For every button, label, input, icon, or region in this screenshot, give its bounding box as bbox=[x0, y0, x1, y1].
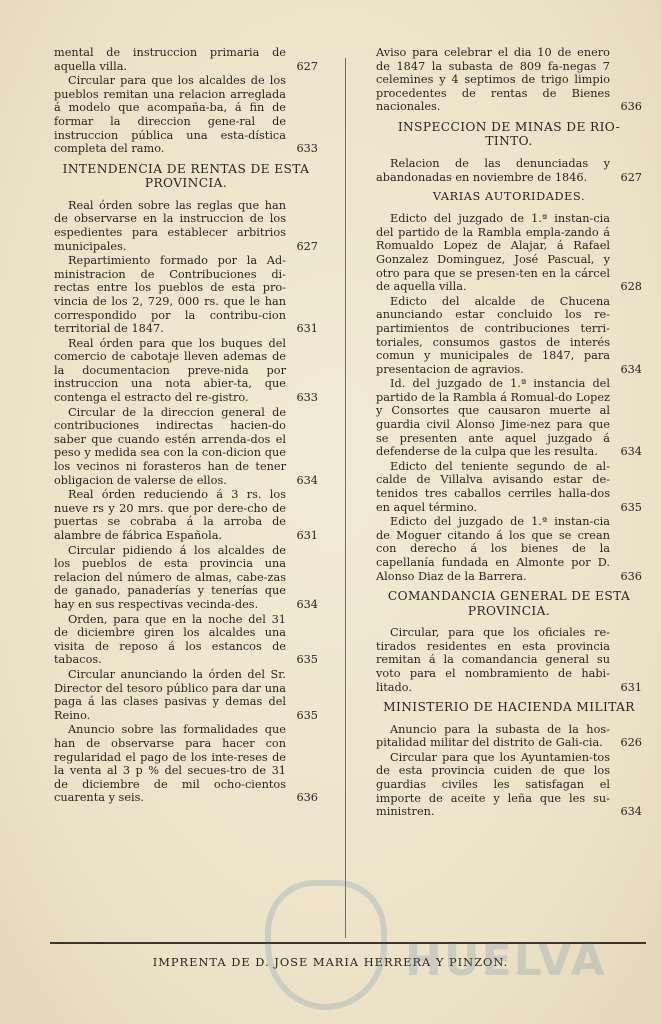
entry-text: Aviso para celebrar el dia 10 de enero de 1847 la subasta de 809 fa-negas 7 celemines y 4 septimos de trigo limpio procedentes de rentas de Bienes nacionales. bbox=[376, 46, 610, 114]
page-number: 634 bbox=[296, 473, 318, 487]
entry-text: Circular anunciando la órden del Sr. Director del tesoro público para dar una paga á las clases pasivas y demas del Reino. bbox=[54, 667, 286, 722]
page-number: 631 bbox=[296, 322, 318, 336]
watermark-text: HUELVA bbox=[405, 935, 607, 986]
index-entry bbox=[54, 488, 318, 542]
entry-text: Real órden sobre las reglas que han de observarse en la instruccion de los espedientes para establecer arbitrios municipales. bbox=[54, 198, 286, 253]
entry-text: Edicto del alcalde de Chucena anunciando estar concluido los re-partimientos de contribuciones terri-toriales, consumos gastos de interés comun y municipales de 1847, para presentacion de agravios. bbox=[376, 294, 610, 376]
index-entry bbox=[54, 74, 318, 156]
page-number: 631 bbox=[296, 529, 318, 542]
page-number: 627 bbox=[296, 59, 318, 73]
index-entry bbox=[376, 212, 642, 294]
index-entry bbox=[54, 668, 318, 722]
index-entry bbox=[54, 337, 318, 405]
page-number: 634 bbox=[620, 445, 642, 459]
left-column bbox=[54, 46, 318, 806]
index-entry bbox=[376, 515, 642, 583]
index-entry bbox=[54, 544, 318, 612]
entry-text: Id. del juzgado de 1.ª instancia del partido de la Rambla á Romual-do Lopez y Consortes que causaron muerte al guardia civil Alonso Jime-nez para que se presenten ante aquel juzgado á defenderse de la culpa que les resulta. bbox=[376, 377, 610, 459]
index-entry bbox=[54, 613, 318, 667]
entry-text: Edicto del juzgado de 1.ª instan-cia del partido de la Rambla empla-zando á Romualdo Lopez de Alajar, á Rafael Gonzalez Dominguez, José Pascual, y otro para que se presen-ten en la cárcel de aquella villa. bbox=[376, 212, 610, 294]
page-number: 628 bbox=[620, 280, 642, 294]
entry-text: Relacion de las denunciadas y abandonadas en noviembre de 1846. bbox=[376, 156, 610, 184]
entry-text: Orden, para que en la noche del 31 de diciembre giren los alcaldes una visita de reposo á los estancos de tabacos. bbox=[54, 612, 286, 667]
page-number: 633 bbox=[296, 142, 318, 156]
page-number: 635 bbox=[296, 708, 318, 722]
entry-text: Circular pidiendo á los alcaldes de los pueblos de esta provincia una relacion del número de almas, cabe-zas de ganado, panaderías y tenerías que hay en sus respectivas vecinda-des. bbox=[54, 543, 286, 611]
page-number: 626 bbox=[620, 736, 642, 750]
entry-text: Circular para que los alcaldes de los pueblos remitan una relacion arreglada á modelo que acompaña-ba, á fin de formar la direccion gene-ral de instruccion pública una esta-dística completa del ramo. bbox=[54, 74, 286, 156]
index-entry bbox=[376, 626, 642, 694]
entry-text: Circular, para que los oficiales re-tirados residentes en esta provincia remitan á la comandancia general su voto para el nombramiento de habi-litado. bbox=[376, 626, 610, 694]
page-number: 633 bbox=[296, 391, 318, 405]
library-watermark-stamp bbox=[255, 880, 607, 1000]
index-entry bbox=[376, 723, 642, 750]
page-number: 636 bbox=[620, 569, 642, 583]
index-entry bbox=[376, 377, 642, 459]
printer-imprint: IMPRENTA DE D. JOSE MARIA HERRERA Y PINZON. bbox=[152, 955, 509, 969]
page-number: 636 bbox=[620, 100, 642, 114]
page-number: 627 bbox=[296, 239, 318, 253]
section-heading: VARIAS AUTORIDADES. bbox=[432, 190, 586, 204]
entry-text: mental de instruccion primaria de aquella villa. bbox=[54, 46, 286, 73]
entry-text: Anuncio para la subasta de la hos-pitalidad militar del distrito de Gali-cia. bbox=[376, 722, 610, 750]
index-entry bbox=[54, 406, 318, 488]
entry-text: Anuncio sobre las formalidades que han de observarse para hacer con regularidad el pago de los inte-reses de la venta al 3 p % del secues-tro de 31 de diciembre de mil ocho-cientos cuarenta y seis. bbox=[54, 723, 286, 805]
index-entry bbox=[54, 199, 318, 253]
bottom-rule bbox=[50, 942, 646, 944]
section-heading: COMANDANCIA GENERAL DE ESTA PROVINCIA. bbox=[387, 589, 631, 618]
index-entry bbox=[54, 254, 318, 336]
index-entry bbox=[376, 157, 642, 184]
entry-text: Edicto del teniente segundo de al-calde de Villalva avisando estar de-tenidos tres caballos cerriles halla-dos en aquel término. bbox=[376, 459, 610, 514]
entry-text: Real órden para que los buques del comercio de cabotaje lleven ademas de la documentacion preve-nida por instruccion una nota abier-ta, que contenga el estracto del re-gistro. bbox=[54, 336, 286, 405]
page-number: 634 bbox=[620, 362, 642, 376]
index-entry bbox=[376, 751, 642, 819]
section-heading: INTENDENCIA DE RENTAS DE ESTA PROVINCIA. bbox=[62, 161, 310, 191]
index-entry bbox=[376, 460, 642, 514]
page-number: 634 bbox=[296, 597, 318, 611]
page-number: 627 bbox=[620, 170, 642, 184]
page-number: 631 bbox=[620, 680, 642, 694]
entry-text: Edicto del juzgado de 1.ª instan-cia de Moguer citando á los que se crean con derecho á los bienes de la capellanía fundada en Almonte por D. Alonso Diaz de la Barrera. bbox=[376, 515, 610, 583]
entry-text: Circular de la direccion general de contribuciones indirectas hacien-do saber que cuando estén arrenda-dos el peso y medida sea con la con-dicion que los vecinos ni forasteros han de tener obligacion de valerse de ellos. bbox=[54, 405, 286, 487]
index-entry bbox=[54, 46, 318, 73]
page-number: 634 bbox=[620, 805, 642, 819]
page-number: 635 bbox=[620, 500, 642, 514]
column-divider bbox=[345, 58, 346, 938]
index-entry bbox=[54, 723, 318, 805]
section-heading: INSPECCION DE MINAS DE RIO-TINTO. bbox=[397, 119, 621, 149]
index-entry bbox=[376, 46, 642, 114]
right-column bbox=[376, 46, 642, 820]
entry-text: Real órden reduciendo á 3 rs. los nueve rs y 20 mrs. que por dere-cho de puertas se cobraba á la arroba de alambre de fábrica Española. bbox=[54, 488, 286, 542]
page-number: 636 bbox=[296, 791, 318, 805]
page-number: 635 bbox=[296, 653, 318, 667]
index-entry bbox=[376, 295, 642, 377]
seal-icon bbox=[265, 880, 387, 1010]
entry-text: Repartimiento formado por la Ad-ministracion de Contribuciones di-rectas entre los pueblos de esta pro-vincia de los 2, 729, 000 rs. que le han correspondido por la contribu-cion territorial de 1847. bbox=[54, 254, 286, 336]
entry-text: Circular para que los Ayuntamien-tos de esta provincia cuiden de que los guardias civiles les satisfagan el importe de aceite y leña que les su-ministren. bbox=[376, 750, 610, 819]
section-heading: MINISTERIO DE HACIENDA MILITAR bbox=[383, 700, 635, 715]
